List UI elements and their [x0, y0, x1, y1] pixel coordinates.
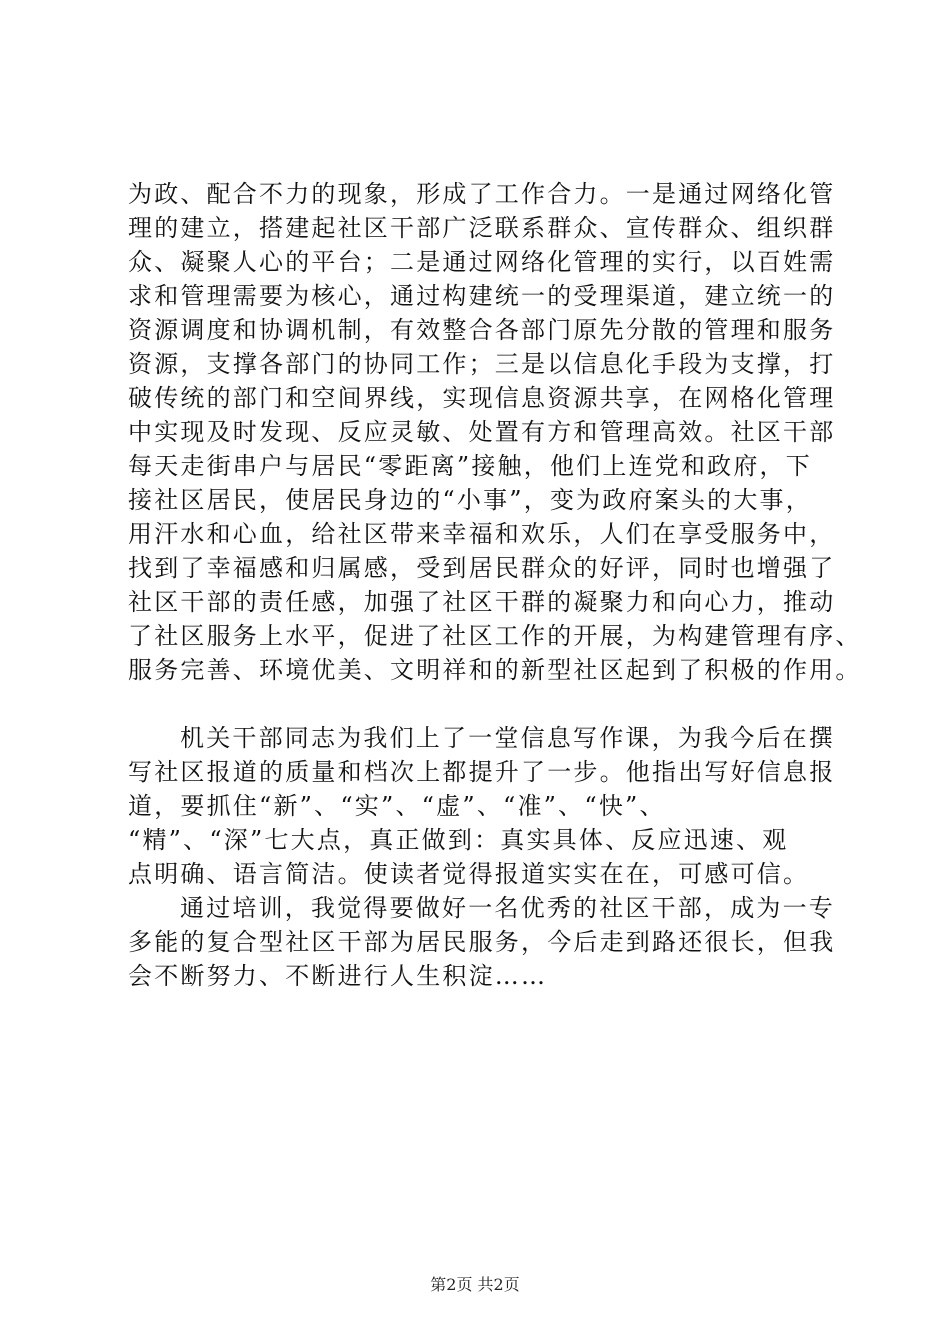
text-line: 通过培训，我觉得要做好一名优秀的社区干部，成为一专: [180, 894, 835, 922]
text-line: 破传统的部门和空间界线，实现信息资源共享，在网格化管理: [128, 384, 836, 412]
text-line: 资源调度和协调机制，有效整合各部门原先分散的管理和服务: [128, 316, 836, 344]
text-line: 用汗水和心血，给社区带来幸福和欢乐，人们在享受服务中，: [128, 520, 836, 548]
text-line: 了社区服务上水平，促进了社区工作的开展，为构建管理有序、: [128, 622, 862, 650]
text-line: 点明确、语言简洁。使读者觉得报道实实在在，可感可信。: [128, 860, 810, 888]
text-line: 中实现及时发现、反应灵敏、处置有方和管理高效。社区干部: [128, 418, 836, 446]
text-line: 多能的复合型社区干部为居民服务，今后走到路还很长，但我: [128, 928, 836, 956]
text-line: 求和管理需要为核心，通过构建统一的受理渠道，建立统一的: [128, 282, 836, 310]
text-line: 资源，支撑各部门的协同工作；三是以信息化手段为支撑，打: [128, 350, 836, 378]
text-line: 服务完善、环境优美、文明祥和的新型社区起到了积极的作用。: [128, 656, 862, 684]
text-line: 找到了幸福感和归属感，受到居民群众的好评，同时也增强了: [128, 554, 836, 582]
text-line: 理的建立，搭建起社区干部广泛联系群众、宣传群众、组织群: [128, 214, 836, 242]
text-line: 道，要抓住“新”、“实”、“虚”、“准”、“快”、: [128, 792, 666, 820]
text-line: 众、凝聚人心的平台；二是通过网络化管理的实行，以百姓需: [128, 248, 836, 276]
text-line: “精”、“深”七大点，真正做到：真实具体、反应迅速、观: [128, 826, 789, 854]
text-line: 每天走街串户与居民“零距离”接触，他们上连党和政府，下: [128, 452, 812, 480]
text-line: 机关干部同志为我们上了一堂信息写作课，为我今后在撰: [180, 724, 835, 752]
text-line: 接社区居民，使居民身边的“小事”，变为政府案头的大事，: [128, 486, 812, 514]
text-line: 为政、配合不力的现象，形成了工作合力。一是通过网络化管: [128, 180, 836, 208]
text-line: 写社区报道的质量和档次上都提升了一步。他指出写好信息报: [128, 758, 836, 786]
text-line: 会不断努力、不断进行人生积淀……: [128, 962, 548, 990]
text-line: 社区干部的责任感，加强了社区干群的凝聚力和向心力，推动: [128, 588, 836, 616]
page-number-footer: 第2页 共2页: [430, 1275, 520, 1294]
